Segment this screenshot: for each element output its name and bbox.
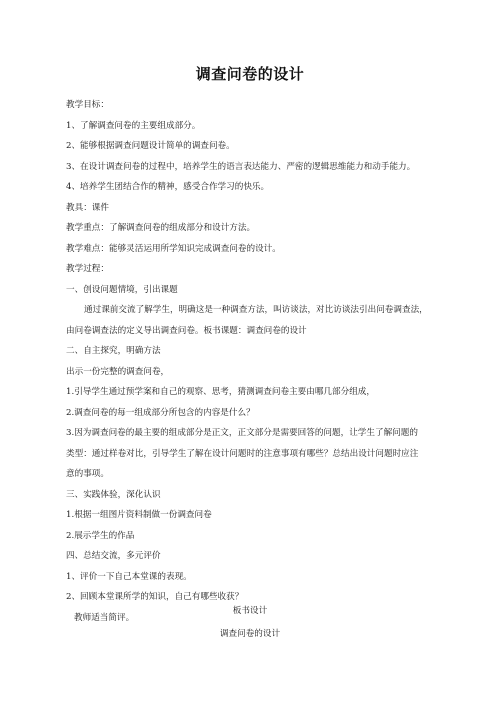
teaching-key-point: 教学重点：了解调查问卷的组成部分和设计方法。 xyxy=(66,223,256,233)
board-design-heading: 板书设计 xyxy=(232,606,268,616)
teaching-aids: 教具：课件 xyxy=(66,202,109,213)
list-item: 2、回顾本堂课所学的知识，自己有哪些收获？ xyxy=(66,592,244,602)
paragraph-line: 教师适当简评。 xyxy=(74,612,135,623)
paragraph-line: 类型：通过样卷对比，引导学生了解在设计问题时的注意事项有哪些？总结出设计问题时应注 xyxy=(66,448,419,459)
objective-item: 2、能够根据调查问题设计简单的调查问卷。 xyxy=(66,141,235,151)
list-item: 1.根据一组图片资料制做一份调查问卷 xyxy=(66,510,212,520)
document-body xyxy=(66,95,438,628)
list-item: 2.调查问卷的每一组成部分所包含的内容是什么？ xyxy=(66,407,255,418)
process-step-heading: 一、创设问题情境，引出课题 xyxy=(66,284,178,295)
list-item: 1.引导学生通过预学案和自己的观察、思考，猜测调查问卷主要由哪几部分组成， xyxy=(66,387,375,397)
objective-item: 4、培养学生团结合作的精神，感受合作学习的快乐。 xyxy=(66,182,270,192)
board-design-title: 调查问卷的设计 xyxy=(219,629,281,639)
list-item: 3.因为调查问卷的最主要的组成部分是正文，正文部分是需要回答的问题，让学生了解问题的 xyxy=(66,428,418,438)
paragraph-line: 通过课前交流了解学生，明确这是一种调查方法，叫访谈法，对比访谈法引出问卷调查法， xyxy=(84,305,428,315)
section-heading-process: 教学过程： xyxy=(66,264,109,274)
paragraph-line: 意的事项。 xyxy=(66,469,109,479)
teaching-difficulty: 教学难点：能够灵活运用所学知识完成调查问卷的设计。 xyxy=(66,243,281,254)
paragraph-line: 出示一份完整的调查问卷， xyxy=(66,366,170,377)
process-step-heading: 三、实践体验，深化认识 xyxy=(66,489,161,500)
section-heading-objectives: 教学目标： xyxy=(66,100,109,110)
process-step-heading: 四、总结交流，多元评价 xyxy=(66,551,161,561)
list-item: 1、评价一下自己本堂课的表现。 xyxy=(66,571,192,582)
objective-item: 1、了解调查问卷的主要组成部分。 xyxy=(66,120,201,131)
list-item: 2.展示学生的作品 xyxy=(66,530,135,541)
process-step-heading: 二、自主探究，明确方法 xyxy=(66,346,161,356)
objective-item: 3、在设计调查问卷的过程中，培养学生的语言表达能力、严密的逻辑思维能力和动手能力。 xyxy=(66,161,416,172)
document-title: 调查问卷的设计 xyxy=(195,65,305,83)
paragraph-line: 由问卷调查法的定义导出调查问卷。板书课题：调查问卷的设计 xyxy=(66,325,307,336)
